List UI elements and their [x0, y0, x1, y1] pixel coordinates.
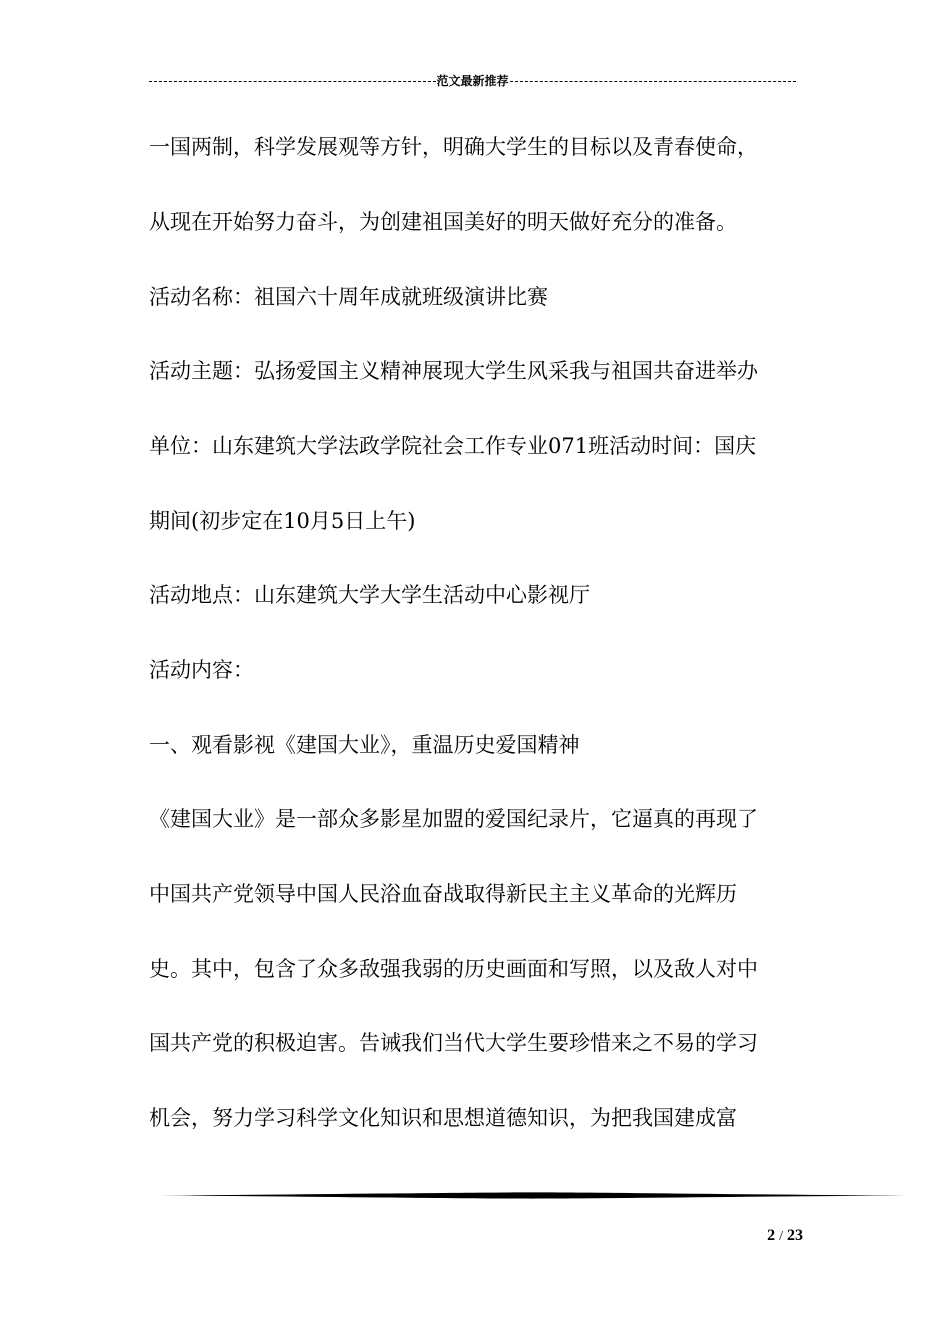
body-line: 活动主题：弘扬爱国主义精神展现大学生风采我与祖国共奋进举办	[149, 359, 758, 383]
body-line: 活动内容：	[149, 658, 254, 682]
header-title: 范文最新推荐	[436, 73, 509, 88]
body-line: 《建国大业》是一部众多影星加盟的爱国纪录片，它逼真的再现了	[149, 807, 758, 831]
body-line: 单位：山东建筑大学法政学院社会工作专业071班活动时间：国庆	[149, 434, 757, 458]
body-line: 活动地点：山东建筑大学大学生活动中心影视厅	[149, 583, 590, 607]
section-heading: 一、观看影视《建国大业》，重温历史爱国精神	[149, 733, 580, 757]
page-number	[700, 1227, 803, 1245]
body-line: 期间(初步定在10月5日上午)	[149, 509, 416, 533]
body-line: 机会，努力学习科学文化知识和思想道德知识，为把我国建成富	[149, 1106, 737, 1130]
body-line: 史。其中，包含了众多敌强我弱的历史画面和写照，以及敌人对中	[149, 957, 758, 981]
footer-divider	[160, 1192, 905, 1199]
page-header	[149, 70, 796, 90]
header-dash-left	[149, 81, 436, 82]
body-line: 国共产党的积极迫害。告诫我们当代大学生要珍惜来之不易的学习	[149, 1031, 758, 1055]
body-line: 活动名称：祖国六十周年成就班级演讲比赛	[149, 285, 548, 309]
body-line: 一国两制，科学发展观等方针，明确大学生的目标以及青春使命，	[149, 135, 758, 159]
body-line: 中国共产党领导中国人民浴血奋战取得新民主主义革命的光辉历	[149, 882, 737, 906]
body-line: 从现在开始努力奋斗，为创建祖国美好的明天做好充分的准备。	[149, 210, 737, 234]
page-number-current: 2	[767, 1227, 776, 1244]
header-dash-right	[510, 81, 796, 82]
page-number-separator: /	[779, 1229, 783, 1244]
page-number-total: 23	[787, 1227, 803, 1244]
